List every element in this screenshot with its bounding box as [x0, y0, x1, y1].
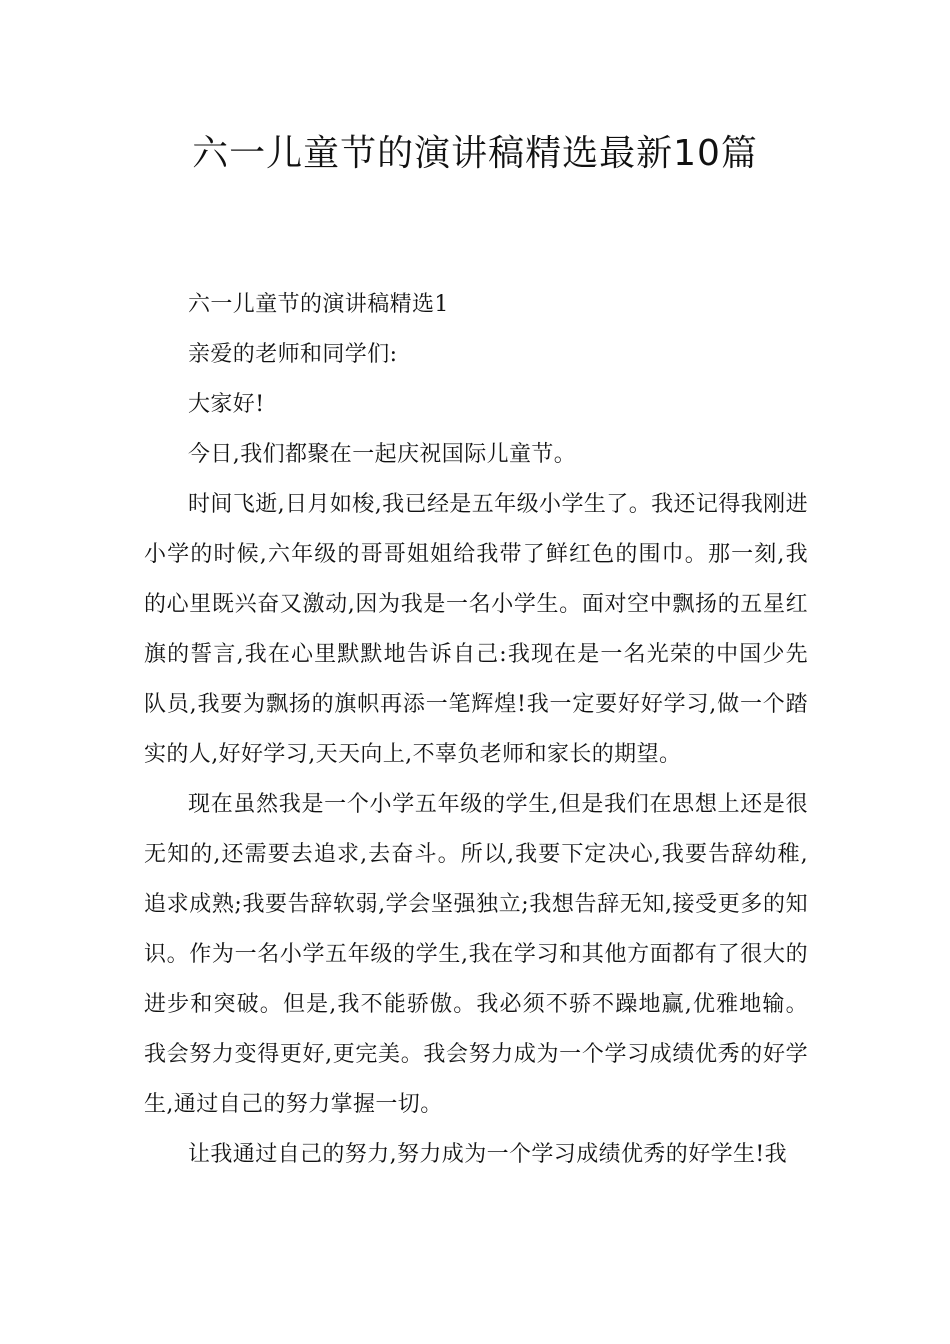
- section-heading: 六一儿童节的演讲稿精选1: [188, 292, 449, 317]
- document-title: 六一儿童节的演讲稿精选最新10篇: [192, 133, 758, 174]
- paragraph: 今日,我们都聚在一起庆祝国际儿童节。: [188, 442, 577, 467]
- paragraph: 时间飞逝,日月如梭,我已经是五年级小学生了。我还记得我刚进小学的时候,六年级的哥哥姐姐给我带了鲜红色的围巾。那一刻,我的心里既兴奋又激动,因为我是一名小学生。面对空中飘扬的五星红旗的誓言,我在心里默默地告诉自己:我现在是一名光荣的中国少先队员,我要为飘扬的旗帜再添一笔辉煌!我一定要好好学习,做一个踏实的人,好好学习,天天向上,不辜负老师和家长的期望。: [144, 492, 808, 767]
- greeting: 大家好!: [188, 392, 265, 417]
- paragraph: 让我通过自己的努力,努力成为一个学习成绩优秀的好学生!我: [188, 1142, 788, 1167]
- salutation: 亲爱的老师和同学们:: [188, 342, 398, 367]
- paragraph: 现在虽然我是一个小学五年级的学生,但是我们在思想上还是很无知的,还需要去追求,去奋斗。所以,我要下定决心,我要告辞幼稚,追求成熟;我要告辞软弱,学会坚强独立;我想告辞无知,接受更多的知识。作为一名小学五年级的学生,我在学习和其他方面都有了很大的进步和突破。但是,我不能骄傲。我必须不骄不躁地赢,优雅地输。我会努力变得更好,更完美。我会努力成为一个学习成绩优秀的好学生,通过自己的努力掌握一切。: [144, 792, 808, 1117]
- document-body: [144, 280, 808, 1180]
